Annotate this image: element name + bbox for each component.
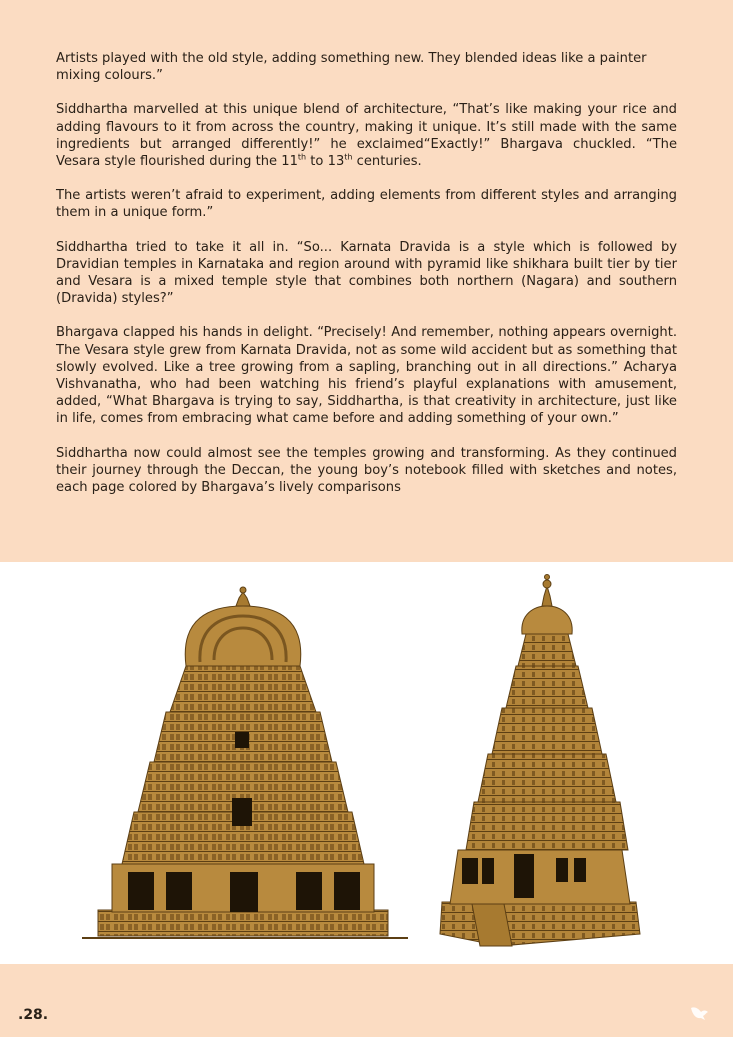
paragraph: Bhargava clapped his hands in delight. “Precisely! And remember, nothing appears overnight. The Vesara style grew from Karnata Dravida, not as some wild accident but as something that slowly evolved. Like a tree growing from a sapling, branching out in all directions.” Acharya Vishvanatha, who had been watching his friend’s playful explanations with amusement, added, “What Bhargava is trying to say, Siddhartha, is that creativity in architecture, just like in life, comes from embracing what came before and adding something of your own.” (56, 325, 677, 427)
page-number: .28. (18, 1007, 49, 1023)
paragraph-text: Siddhartha marvelled at this unique blend of architecture, “That’s like making your rice and adding flavours to it from across the country, making it unique. It’s still made with the same ingredients but arranged differently!” he exclaimed“Exactly!” Bhargava chuckled. “The Vesara style flourished during the 11 (56, 102, 677, 170)
paragraph (56, 101, 677, 170)
paragraph: The artists weren’t afraid to experiment, adding elements from different styles and arranging them in a unique form.” (56, 188, 677, 221)
superscript: th (297, 152, 307, 162)
paragraph: Artists played with the old style, adding something new. They blended ideas like a painter mixing colours.” (56, 51, 647, 84)
paragraph: Siddhartha tried to take it all in. “So... Karnata Dravida is a style which is followed by Dravidian temples in Karnataka and region around with pyramid like shikhara built tier by tier and Vesara is a mixed temple style that combines both northern (Nagara) and southern (Dravida) styles?” (56, 239, 677, 307)
temple-illustration-panel (0, 562, 733, 964)
body-text (56, 50, 677, 513)
superscript: th (344, 152, 353, 162)
temple-vesara (440, 575, 640, 947)
temple-karnata-dravida (82, 587, 408, 938)
temples-illustration (0, 562, 733, 964)
paragraph-text: to 13 (306, 154, 345, 170)
paragraph-text: centuries. (352, 154, 422, 170)
bird-logo-icon (688, 1002, 710, 1024)
paragraph: Siddhartha now could almost see the temples growing and transforming. As they continued their journey through the Deccan, the young boy’s notebook filled with sketches and notes, each page colored by Bhargava’s lively comparisons (56, 445, 677, 496)
